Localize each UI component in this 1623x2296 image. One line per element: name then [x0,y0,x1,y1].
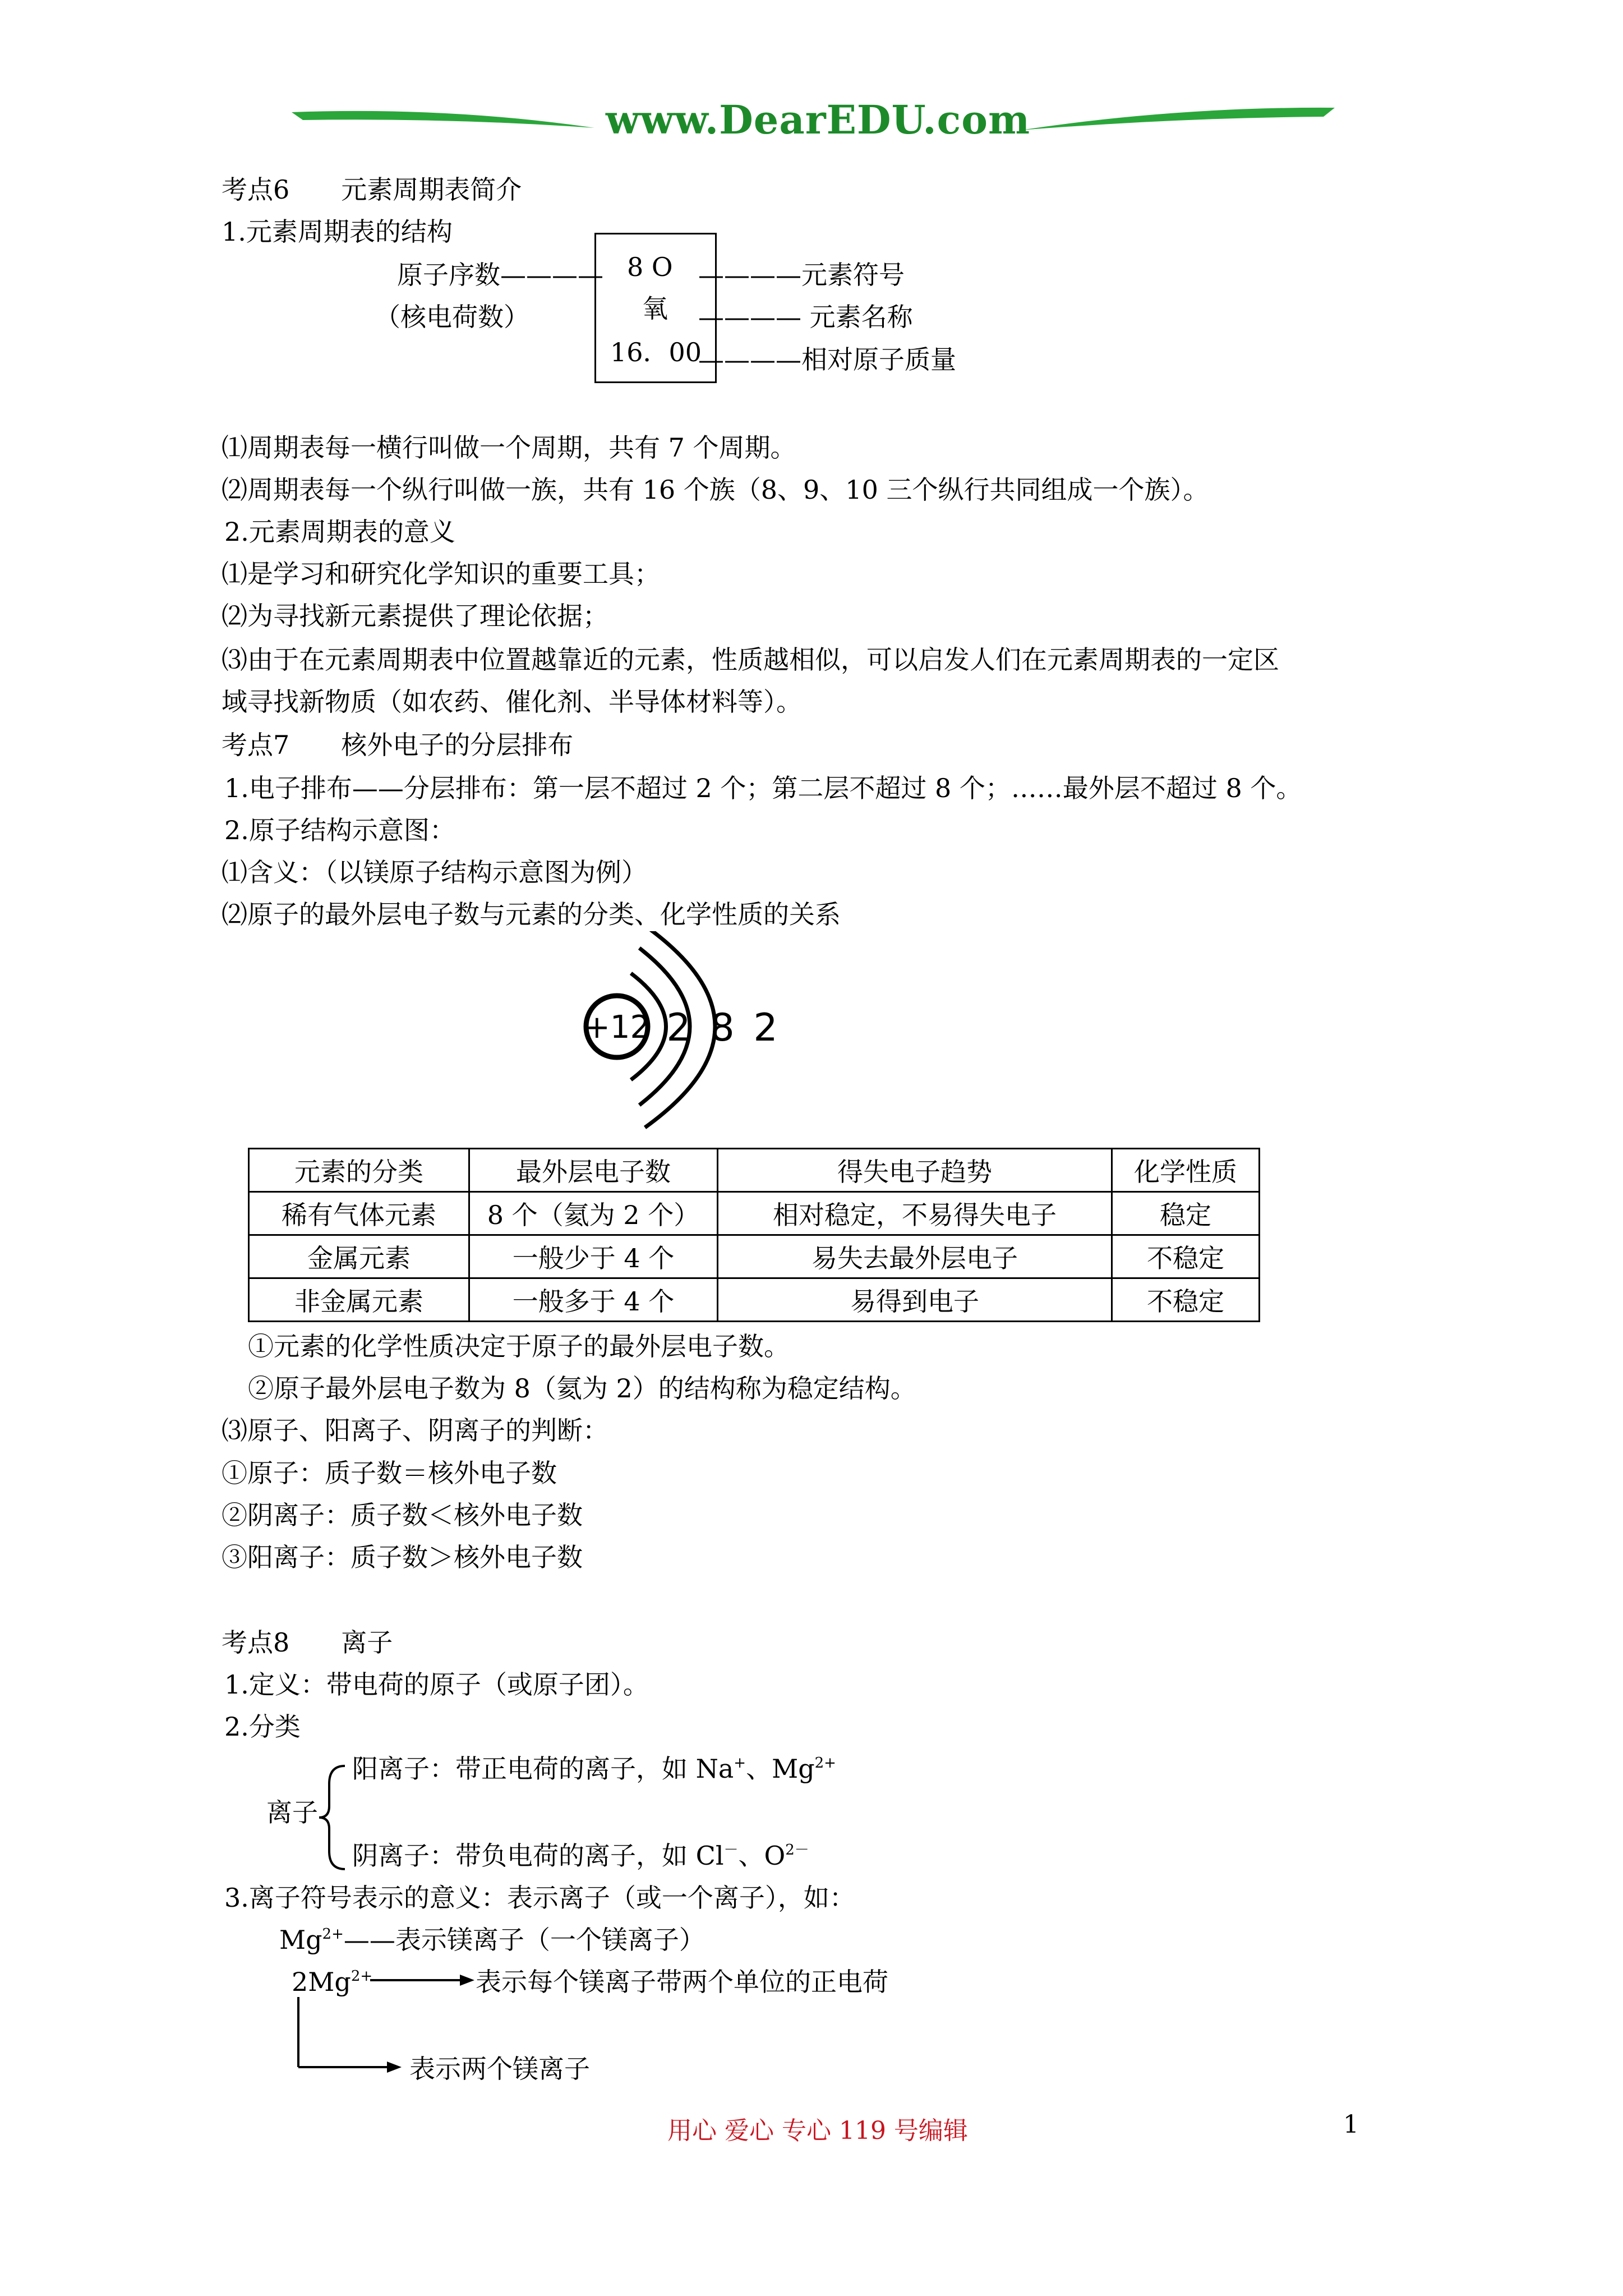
s8-title: 考点8 离子 [222,1627,393,1658]
cell-mass: 16．00 [610,337,702,367]
label-nuclear-charge: （核电荷数） [375,302,529,332]
table-header-cell: 最外层电子数 [469,1149,718,1192]
mg2-sup: 2+ [351,1967,373,1985]
s7-n2: ②原子最外层电子数为 8（氦为 2）的结构称为稳定结构。 [248,1373,916,1404]
s7-j: ⑶原子、阳离子、阴离子的判断： [222,1415,608,1446]
cation-text: 阳离子：带正电荷的离子，如 Na [352,1754,734,1784]
ion-label: 离子 [266,1797,318,1828]
s7-a1: ⑴含义：（以镁原子结构示意图为例） [222,857,647,887]
table-cell: 稳定 [1112,1192,1260,1235]
shell-count-1: 2 [666,1006,691,1050]
label-atomic-number: 原子序数———— [397,260,603,290]
s7-j1: ①原子：质子数＝核外电子数 [222,1458,557,1488]
table-cell: 8 个（氦为 2 个） [469,1192,718,1235]
table-cell: 稀有气体元素 [249,1192,469,1235]
s8-l3: 3.离子符号表示的意义：表示离子（或一个离子），如： [224,1883,855,1913]
anion-line [352,1840,809,1871]
table-row [249,1235,1260,1278]
table-row [249,1278,1260,1322]
table-header-cell: 元素的分类 [249,1149,469,1192]
s7-a2: ⑵原子的最外层电子数与元素的分类、化学性质的关系 [222,899,841,930]
shell-count-3: 2 [753,1006,778,1050]
table-header-row [249,1149,1260,1192]
anion-sup-cl: － [723,1841,739,1858]
table-header-cell: 化学性质 [1112,1149,1260,1192]
arrow1-text: 表示每个镁离子带两个单位的正电荷 [476,1967,888,1997]
site-logo-text: www.DearEDU.com [606,96,1031,143]
label-atomic-mass: ————相对原子质量 [698,344,956,375]
ion-brace [317,1761,351,1874]
table-cell: 易失去最外层电子 [718,1235,1112,1278]
arrow1-head [460,1975,474,1986]
element-classification-table [248,1148,1260,1322]
mg-atom-diagram [572,931,796,1144]
s8-l2: 2.分类 [224,1711,301,1742]
arrow2-text: 表示两个镁离子 [409,2054,590,2084]
s6-m1: ⑴是学习和研究化学知识的重要工具； [222,559,660,589]
s6-l1: 1.元素周期表的结构 [222,217,453,247]
nucleus-label: +12 [583,1009,651,1046]
table-cell: 一般少于 4 个 [469,1235,718,1278]
anion-text-o: 、O [738,1841,786,1871]
page-number: 1 [1343,2110,1359,2139]
cell-symbol: 8 O [627,252,673,282]
mg-symbol: Mg [279,1925,322,1955]
s7-l2: 2.原子结构示意图： [224,815,455,845]
table-header-cell: 得失电子趋势 [718,1149,1112,1192]
right-swoosh [1021,108,1335,130]
cation-text-mg: 、Mg [746,1754,815,1784]
s6-m2: ⑵为寻找新元素提供了理论依据； [222,601,608,631]
table-cell: 不稳定 [1112,1278,1260,1322]
s6-p2: ⑵周期表每一个纵行叫做一族，共有 16 个族（8、9、10 三个纵行共同组成一个族）。 [222,475,1209,505]
mg-meaning-line [279,1924,705,1955]
s6-title: 考点6 元素周期表简介 [222,174,522,205]
label-element-name: ———— 元素名称 [698,302,913,332]
s6-p1: ⑴周期表每一横行叫做一个周期，共有 7 个周期。 [222,432,796,463]
table-cell: 相对稳定，不易得失电子 [718,1192,1112,1235]
arrow2-head [387,2062,402,2073]
cell-name: 氧 [642,293,668,324]
table-cell: 易得到电子 [718,1278,1112,1322]
left-swoosh [292,111,594,128]
s7-l1: 1.电子排布——分层排布：第一层不超过 2 个；第二层不超过 8 个；……最外层不超过 8 个。 [224,773,1302,803]
table-cell: 一般多于 4 个 [469,1278,718,1322]
mg2-symbol: 2Mg [292,1967,351,1997]
table-cell: 不稳定 [1112,1235,1260,1278]
shell-count-2: 8 [710,1006,735,1050]
table-cell: 非金属元素 [249,1278,469,1322]
s7-j3: ③阳离子：质子数＞核外电子数 [222,1542,583,1572]
table-row [249,1192,1260,1235]
s8-l1: 1.定义：带电荷的原子（或原子团）。 [224,1669,649,1700]
cation-sup-mg: 2+ [814,1754,836,1772]
s6-m3b: 域寻找新物质（如农药、催化剂、半导体材料等）。 [222,687,802,717]
cation-line [352,1753,836,1784]
s7-n1: ①元素的化学性质决定于原子的最外层电子数。 [248,1331,790,1361]
label-element-symbol: ————元素符号 [698,260,905,290]
anion-text: 阴离子：带负电荷的离子，如 Cl [352,1841,724,1871]
cation-sup-na: + [734,1754,746,1772]
s7-title: 考点7 核外电子的分层排布 [222,730,574,760]
s7-j2: ②阴离子：质子数＜核外电子数 [222,1500,583,1530]
s6-l2: 2.元素周期表的意义 [224,517,455,547]
mg-desc: ——表示镁离子（一个镁离子） [343,1925,705,1955]
anion-sup-o: 2－ [785,1841,809,1858]
footer-text: 用心 爱心 专心 119 号编辑 [667,2116,968,2145]
table-cell: 金属元素 [249,1235,469,1278]
mg-sup: 2+ [322,1925,344,1943]
s6-m3a: ⑶由于在元素周期表中位置越靠近的元素，性质越相似，可以启发人们在元素周期表的一定区 [222,645,1279,675]
